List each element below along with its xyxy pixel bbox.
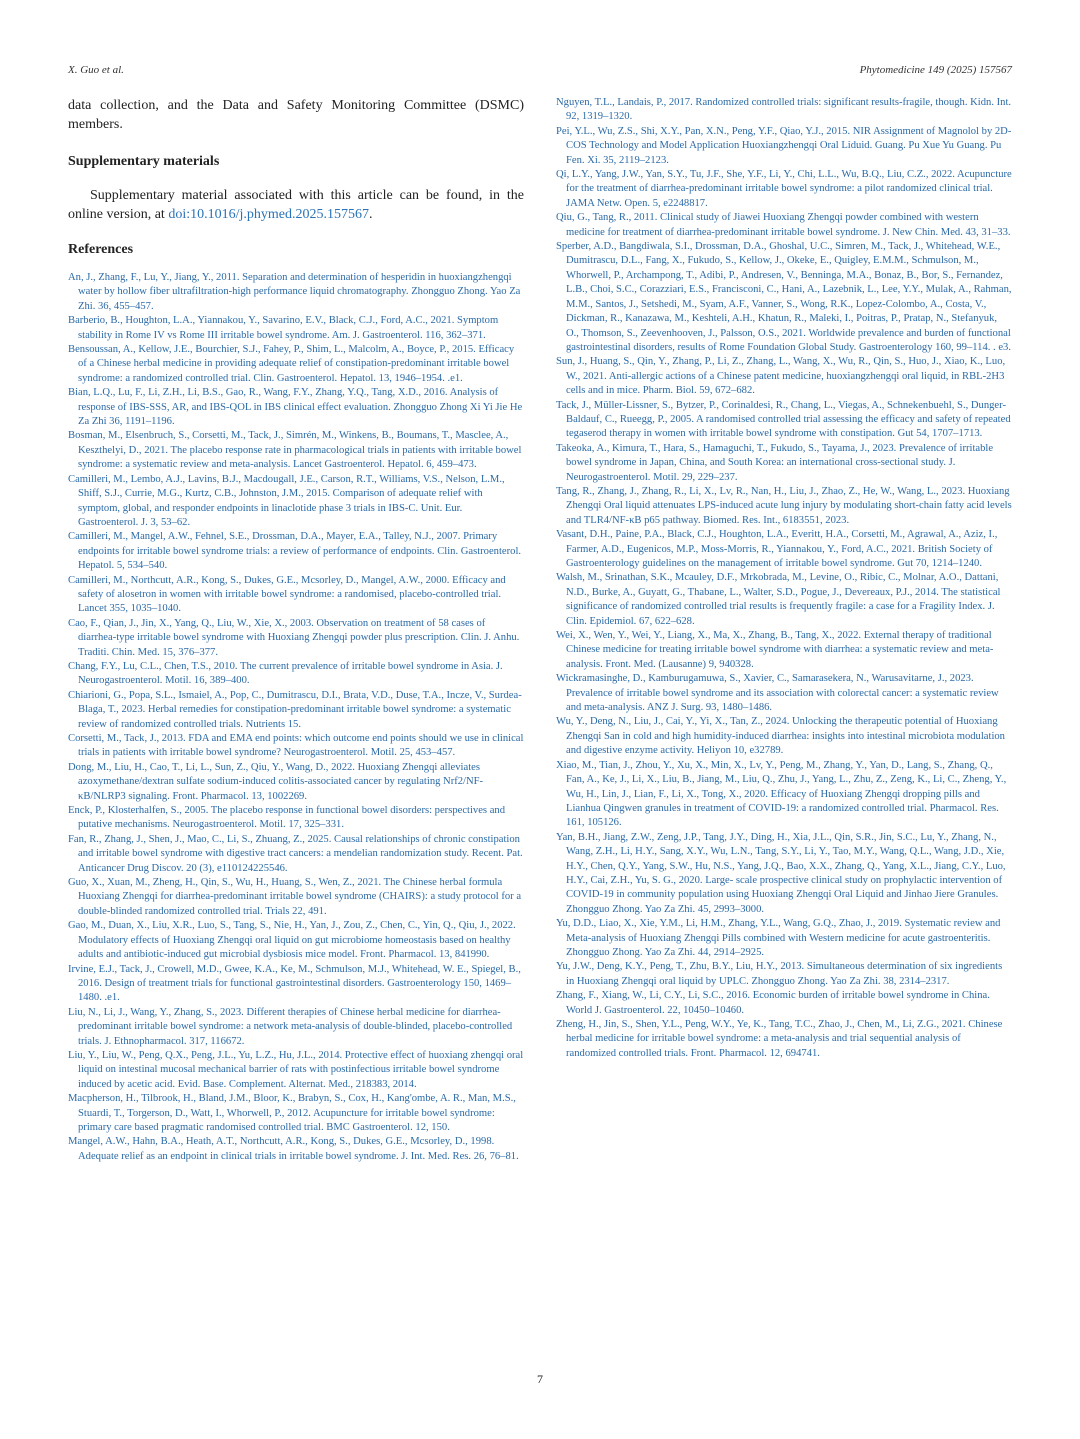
reference-item[interactable]: Fan, R., Zhang, J., Shen, J., Mao, C., Li, S., Zhuang, Z., 2025. Causal relationships of chronic constipation and irritable bowel syndrome with digestive tract cancers: a mendelian randomization study. Recent. Pat. Anticancer Drug Discov. 20 (3), e110124225546. bbox=[68, 833, 523, 874]
reference-item[interactable]: Chang, F.Y., Lu, C.L., Chen, T.S., 2010. The current prevalence of irritable bowel syndrome in Asia. J. Neurogastroenterol. Motil. 16, 389–400. bbox=[68, 660, 503, 687]
page-header bbox=[68, 64, 1012, 82]
reference-item[interactable]: Camilleri, M., Lembo, A.J., Lavins, B.J., Macdougall, J.E., Carson, R.T., Williams, V.S., Nelson, L.M., Shiff, S.J., Currie, M.G., Kurtz, C.B., Johnston, J.M., 2015. Comparison of adequate relief with symptom, global, and responder endpoints in linaclotide phase 3 trials in IBS-C. Unit. Eur. Gastroenterol. J. 3, 53–62. bbox=[68, 473, 505, 528]
left-column bbox=[68, 96, 524, 1164]
reference-item[interactable]: Chiarioni, G., Popa, S.L., Ismaiel, A., Pop, C., Dumitrascu, D.I., Brata, V.D., Duse, T.A., Incze, V., Surdea-Blaga, T., 2023. Herbal remedies for constipation-predominant irritable bowel syndrome: a systematic review of randomized controlled trials. Nutrients 15. bbox=[68, 689, 522, 730]
reference-item[interactable]: Wei, X., Wen, Y., Wei, Y., Liang, X., Ma, X., Zhang, B., Tang, X., 2022. External therapy of traditional Chinese medicine for treating irritable bowel syndrome with diarrhea: a systematic review and meta-analysis. Front. Med. (Lausanne) 9, 940328. bbox=[556, 630, 994, 670]
reference-item[interactable]: Yu, D.D., Liao, X., Xie, Y.M., Li, H.M., Zhang, Y.L., Wang, G.Q., Zhao, J., 2019. Systematic review and Meta-analysis of Huoxiang Zhengqi Pills combined with Western medicine for acute gastroenteritis. Zhongguo Zhong. Yao Za Zhi. 44, 2914–2925. bbox=[556, 918, 1001, 958]
reference-item[interactable]: Nguyen, T.L., Landais, P., 2017. Randomized controlled trials: significant results-fragile, though. Kidn. Int. 92, 1319–1320. bbox=[556, 97, 1012, 123]
reference-item[interactable]: Yu, J.W., Deng, K.Y., Peng, T., Zhu, B.Y., Liu, H.Y., 2013. Simultaneous determination of six ingredients in Huoxiang Zhengqi oral liquid by UPLC. Zhongguo Zhong. Yao Za Zhi. 38, 2314–2317. bbox=[556, 961, 1003, 987]
references-heading: References bbox=[68, 242, 134, 257]
page-number: 7 bbox=[537, 1372, 543, 1386]
supplementary-end: . bbox=[368, 207, 373, 222]
reference-item[interactable]: Xiao, M., Tian, J., Zhou, Y., Xu, X., Min, X., Lv, Y., Peng, M., Zhang, Y., Yan, D., Lang, S., Zhang, Q., Fan, A., Ke, J., Li, X., Liu, B., Jiang, M., Liu, Q., Zhu, J., Yang, L., Zhu, Z., Zeng, K., Li, C., Zheng, Y., Wu, H., Lin, J., Lian, F., Li, X., Tong, X., 2020. Efficacy of Huoxiang Zhengqi dropping pills and Lianhua Qingwen granules in treatment of COVID-19: a randomized controlled trial. Pharmacol. Res. 161, 105126. bbox=[556, 759, 1007, 829]
reference-item[interactable]: Bosman, M., Elsenbruch, S., Corsetti, M., Tack, J., Simrén, M., Winkens, B., Boumans, T., Masclee, A., Keszthelyi, D., 2021. The placebo response rate in pharmacological trials in patients with irritable bowel syndrome: a systematic review and meta-analysis. Lancet Gastroenterol. Hepatol. 6, 459–473. bbox=[68, 430, 522, 471]
reference-item[interactable]: Gao, M., Duan, X., Liu, X.R., Luo, S., Tang, S., Nie, H., Yan, J., Zou, Z., Chen, C., Yin, Q., Qiu, J., 2022. Modulatory effects of Huoxiang Zhengqi oral liquid on gut microbiome homeostasis based on healthy adults and antibiotic-induced gut microbial dysbiosis mice model. Front. Pharmacol. 13, 841990. bbox=[68, 920, 516, 961]
references-list-right bbox=[556, 96, 1012, 1061]
reference-item[interactable]: Qiu, G., Tang, R., 2011. Clinical study of Jiawei Huoxiang Zhengqi powder combined with western medicine for treatment of diarrhea-predominant irritable bowel syndrome. J. New Chin. Med. 43, 31–33. bbox=[556, 212, 1011, 238]
reference-item[interactable]: Sperber, A.D., Bangdiwala, S.I., Drossman, D.A., Ghoshal, U.C., Simren, M., Tack, J., Whitehead, W.E., Dumitrascu, D.L., Fang, X., Fukudo, S., Kellow, J., Okeke, E., Quigley, E.M.M., Schmulson, M., Whorwell, P., Archampong, T., Adibi, P., Andresen, V., Benninga, M.A., Bonaz, B., Bor, S., Fernandez, L.B., Choi, S.C., Corazziari, E.S., Francisconi, C., Hani, A., Lazebnik, L., Lee, Y.Y., Mulak, A., Rahman, M.M., Santos, J., Setshedi, M., Syam, A.F., Vanner, S., Wong, R.K., Lopez-Colombo, A., Costa, V., Dickman, R., Kanazawa, M., Keshteli, A.H., Khatun, R., Maleki, I., Poitras, P., Pratap, N., Stefanyuk, O., Thomson, S., Zeevenhooven, J., Palsson, O.S., 2021. Worldwide prevalence and burden of functional gastrointestinal disorders, results of Rome Foundation Global Study. Gastroenterology 160, 99–114. . e3. bbox=[556, 241, 1012, 353]
reference-item[interactable]: Wu, Y., Deng, N., Liu, J., Cai, Y., Yi, X., Tan, Z., 2024. Unlocking the therapeutic potential of Huoxiang Zhengqi San in cold and high humidity-induced diarrhea: insights into intestinal microbiota modulation and digestive enzyme activity. Heliyon 10, e32789. bbox=[556, 716, 1005, 757]
running-head-authors: X. Guo et al. bbox=[68, 64, 124, 76]
reference-item[interactable]: Wickramasinghe, D., Kamburugamuwa, S., Xavier, C., Samarasekera, N., Warusavitarne, J., 2023. Prevalence of irritable bowel syndrome and its association with colorectal cancer: a systematic review and meta-analysis. ANZ J. Surg. 93, 1480–1486. bbox=[556, 673, 999, 714]
intro-paragraph: data collection, and the Data and Safety Monitoring Committee (DSMC) members. bbox=[68, 98, 524, 132]
supplementary-doi-link[interactable]: doi:10.1016/j.phymed.2025.157567 bbox=[168, 207, 369, 222]
reference-item[interactable]: Zhang, F., Xiang, W., Li, C.Y., Li, S.C., 2016. Economic burden of irritable bowel syndrome in China. World J. Gastroenterol. 22, 10450–10460. bbox=[556, 990, 990, 1016]
reference-item[interactable]: Dong, M., Liu, H., Cao, T., Li, L., Sun, Z., Qiu, Y., Wang, D., 2022. Huoxiang Zhengqi alleviates azoxymethane/dextran sulfate sodium-induced colitis-associated cancer by regulating Nrf2/NF-κB/NLRP3 signaling. Front. Pharmacol. 13, 1002269. bbox=[68, 761, 484, 802]
reference-item[interactable]: Sun, J., Huang, S., Qin, Y., Zhang, P., Li, Z., Zhang, L., Wang, X., Wu, R., Qin, S., Huo, J., Xiao, K., Luo, W., 2021. Anti-allergic actions of a Chinese patent medicine, huoxiangzhengqi oral liquid, in RBL-2H3 cells and in mice. Pharm. Biol. 59, 672–682. bbox=[556, 356, 1006, 397]
reference-item[interactable]: An, J., Zhang, F., Lu, Y., Jiang, Y., 2011. Separation and determination of hesperidin in huoxiangzhengqi water by hollow fiber ultrafiltration-high performance liquid chromatography. Zhongguo Zhong. Yao Za Zhi. 36, 455–457. bbox=[68, 272, 521, 312]
reference-item[interactable]: Cao, F., Qian, J., Jin, X., Yang, Q., Liu, W., Xie, X., 2003. Observation on treatment of 58 cases of diarrhea-type irritable bowel syndrome with Huoxiang Zhengqi powder plus prescription. Clin. J. Anhu. Traditi. Chin. Med. 15, 376–377. bbox=[68, 617, 520, 658]
reference-item[interactable]: Enck, P., Klosterhalfen, S., 2005. The placebo response in functional bowel disorders: perspectives and putative mechanisms. Neurogastroenterol. Motil. 17, 325–331. bbox=[68, 805, 505, 831]
reference-item[interactable]: Liu, N., Li, J., Wang, Y., Zhang, S., 2023. Different therapies of Chinese herbal medicine for diarrhea-predominant irritable bowel syndrome: a network meta-analysis of double-blinded, placebo-controlled trials. J. Ethnopharmacol. 317, 116672. bbox=[68, 1006, 513, 1047]
right-column bbox=[556, 96, 1012, 1061]
supplementary-text: Supplementary material associated with this article can be found, in the online version, at bbox=[68, 188, 524, 222]
reference-item[interactable]: Bensoussan, A., Kellow, J.E., Bourchier, S.J., Fahey, P., Shim, L., Malcolm, A., Boyce, P., 2015. Efficacy of a Chinese herbal medicine in providing adequate relief of constipation-predominant irritable bowel syndrome: a randomized controlled trial. Clin. Gastroenterol. Hepatol. 13, 1946–1954. .e1. bbox=[68, 344, 515, 384]
references-list-left bbox=[68, 271, 524, 1164]
reference-item[interactable]: Barberio, B., Houghton, L.A., Yiannakou, Y., Savarino, E.V., Black, C.J., Ford, A.C., 2021. Symptom stability in Rome IV vs Rome III irritable bowel syndrome. Am. J. Gastroenterol. 116, 362–371. bbox=[68, 315, 499, 341]
reference-item[interactable]: Corsetti, M., Tack, J., 2013. FDA and EMA end points: which outcome end points should we use in clinical trials in patients with irritable bowel syndrome? Neurogastroenterol. Motil. 25, 453–457. bbox=[68, 733, 524, 759]
reference-item[interactable]: Tack, J., Müller-Lissner, S., Bytzer, P., Corinaldesi, R., Chang, L., Viegas, A., Schnekenbuehl, S., Dunger-Baldauf, C., Rueegg, P., 2005. A randomised controlled trial assessing the efficacy and safety of repeated tegaserod therapy in women with irritable bowel syndrome with constipation. Gut 54, 1707–1713. bbox=[556, 399, 1011, 440]
reference-item[interactable]: Guo, X., Xuan, M., Zheng, H., Qin, S., Wu, H., Huang, S., Wen, Z., 2021. The Chinese herbal formula Huoxiang Zhengqi for diarrhea-predominant irritable bowel syndrome (CHAIRS): a study protocol for a double-blinded randomized controlled trial. Trials 22, 491. bbox=[68, 877, 522, 917]
reference-item[interactable]: Mangel, A.W., Hahn, B.A., Heath, A.T., Northcutt, A.R., Kong, S., Dukes, G.E., Mcsorley, D., 1998. Adequate relief as an endpoint in clinical trials in irritable bowel syndrome. J. Int. Med. Res. 26, 76–81. bbox=[68, 1136, 519, 1162]
reference-item[interactable]: Bian, L.Q., Lu, F., Li, Z.H., Li, B.S., Gao, R., Wang, F.Y., Zhang, Y.Q., Tang, X.D., 2016. Analysis of response of IBS-SSS, AR, and IBS-QOL in IBS clinical effect evaluation. Zhongguo Zhong Xi Yi Jie He Za Zhi 36, 1191–1196. bbox=[68, 387, 523, 428]
reference-item[interactable]: Camilleri, M., Mangel, A.W., Fehnel, S.E., Drossman, D.A., Mayer, E.A., Talley, N.J., 2007. Primary endpoints for irritable bowel syndrome trials: a review of performance of endpoints. Clin. Gastroenterol. Hepatol. 5, 534–540. bbox=[68, 531, 522, 572]
reference-item[interactable]: Vasant, D.H., Paine, P.A., Black, C.J., Houghton, L.A., Everitt, H.A., Corsetti, M., Agrawal, A., Aziz, I., Farmer, A.D., Eugenicos, M.P., Moss-Morris, R., Yiannakou, Y., Ford, A.C., 2021. British Society of Gastroenterology guidelines on the management of irritable bowel syndrome. Gut 70, 1214–1240. bbox=[556, 529, 998, 569]
supplementary-heading: Supplementary materials bbox=[68, 154, 220, 169]
reference-item[interactable]: Irvine, E.J., Tack, J., Crowell, M.D., Gwee, K.A., Ke, M., Schmulson, M.J., Whitehead, W. E., Spiegel, B., 2016. Design of treatment trials for functional gastrointestinal disorders. Gastroenterology 150, 1469–1480. .e1. bbox=[68, 963, 521, 1004]
reference-item[interactable]: Walsh, M., Srinathan, S.K., Mcauley, D.F., Mrkobrada, M., Levine, O., Ribic, C., Molnar, A.O., Dattani, N.D., Burke, A., Guyatt, G., Thabane, L., Walter, S.D., Pogue, J., Devereaux, P.J., 2014. The statistical significance of randomized controlled trial results is frequently fragile: a case for a Fragility Index. J. Clin. Epidemiol. 67, 622–628. bbox=[556, 572, 1001, 627]
reference-item[interactable]: Zheng, H., Jin, S., Shen, Y.L., Peng, W.Y., Ye, K., Tang, T.C., Zhao, J., Chen, M., Li, Z.G., 2021. Chinese herbal medicine for irritable bowel syndrome: a meta-analysis and trial sequential analysis of randomized controlled trials. Front. Pharmacol. 12, 694741. bbox=[556, 1019, 1003, 1059]
reference-item[interactable]: Tang, R., Zhang, J., Zhang, R., Li, X., Lv, R., Nan, H., Liu, J., Zhao, Z., He, W., Wang, L., 2023. Huoxiang Zhengqi Oral liquid attenuates LPS-induced acute lung injury by modulating short-chain fatty acid levels and TLR4/NF-κB p65 pathway. Biomed. Res. Int., 6183551, 2023. bbox=[556, 485, 1012, 526]
reference-item[interactable]: Camilleri, M., Northcutt, A.R., Kong, S., Dukes, G.E., Mcsorley, D., Mangel, A.W., 2000. Efficacy and safety of alosetron in women with irritable bowel syndrome: a randomised, placebo-controlled trial. Lancet 355, 1035–1040. bbox=[68, 574, 506, 615]
reference-item[interactable]: Pei, Y.L., Wu, Z.S., Shi, X.Y., Pan, X.N., Peng, Y.F., Qiao, Y.J., 2015. NIR Assignment of Magnolol by 2D-COS Technology and Model Application Huoxiangzhengqi Oral Liduid. Guang. Pu Xue Yu Guang. Pu Fen. Xi. 35, 2119–2123. bbox=[556, 125, 1012, 166]
reference-item[interactable]: Yan, B.H., Jiang, Z.W., Zeng, J.P., Tang, J.Y., Ding, H., Xia, J.L., Qin, S.R., Jin, S.C., Lu, Y., Zhang, N., Wang, Z.H., Li, H.Y., Sang, X.Y., Wu, L.N., Tang, S.Y., Li, Y., Tao, M.Y., Wang, Q.L., Wang, J.D., Xie, H.Y., Chen, Q.Y., Yang, S.W., Hu, N.S., Yang, J.Q., Bao, X.X., Zhang, Q., Yang, X.L., Jiang, C.Y., Luo, H.Y., Cai, Z.H., Yu, S. G., 2020. Large- scale prospective clinical study on prophylactic intervention of COVID-19 in community population using Huoxiang Zhengqi Oral Liquid and Jinhao Jiere Granules. Zhongguo Zhong. Yao Za Zhi. 45, 2993–3000. bbox=[556, 831, 1006, 915]
reference-item[interactable]: Liu, Y., Liu, W., Peng, Q.X., Peng, J.L., Yu, L.Z., Hu, J.L., 2014. Protective effect of huoxiang zhengqi oral liquid on intestinal mucosal mechanical barrier of rats with postinfectious irritable bowel syndrome induced by acetic acid. Evid. Base. Complement. Alternat. Med., 218383, 2014. bbox=[68, 1049, 524, 1090]
reference-item[interactable]: Takeoka, A., Kimura, T., Hara, S., Hamaguchi, T., Fukudo, S., Tayama, J., 2023. Prevalence of irritable bowel syndrome in Japan, China, and South Korea: an international cross-sectional study. J. Neurogastroenterol. Motil. 29, 229–237. bbox=[556, 442, 994, 483]
reference-item[interactable]: Qi, L.Y., Yang, J.W., Yan, S.Y., Tu, J.F., She, Y.F., Li, Y., Chi, L.L., Wu, B.Q., Liu, C.Z., 2022. Acupuncture for the treatment of diarrhea-predominant irritable bowel syndrome: a pilot randomized clinical trial. JAMA Netw. Open. 5, e2248817. bbox=[556, 169, 1012, 209]
reference-item[interactable]: Macpherson, H., Tilbrook, H., Bland, J.M., Bloor, K., Brabyn, S., Cox, H., Kang'ombe, A. R., Man, M.S., Stuardi, T., Torgerson, D., Watt, I., Whorwell, P., 2012. Acupuncture for irritable bowel syndrome: primary care based pragmatic randomised controlled trial. BMC Gastroenterol. 12, 150. bbox=[68, 1093, 516, 1133]
supplementary-paragraph bbox=[68, 186, 524, 224]
running-head-journal: Phytomedicine 149 (2025) 157567 bbox=[859, 64, 1012, 76]
